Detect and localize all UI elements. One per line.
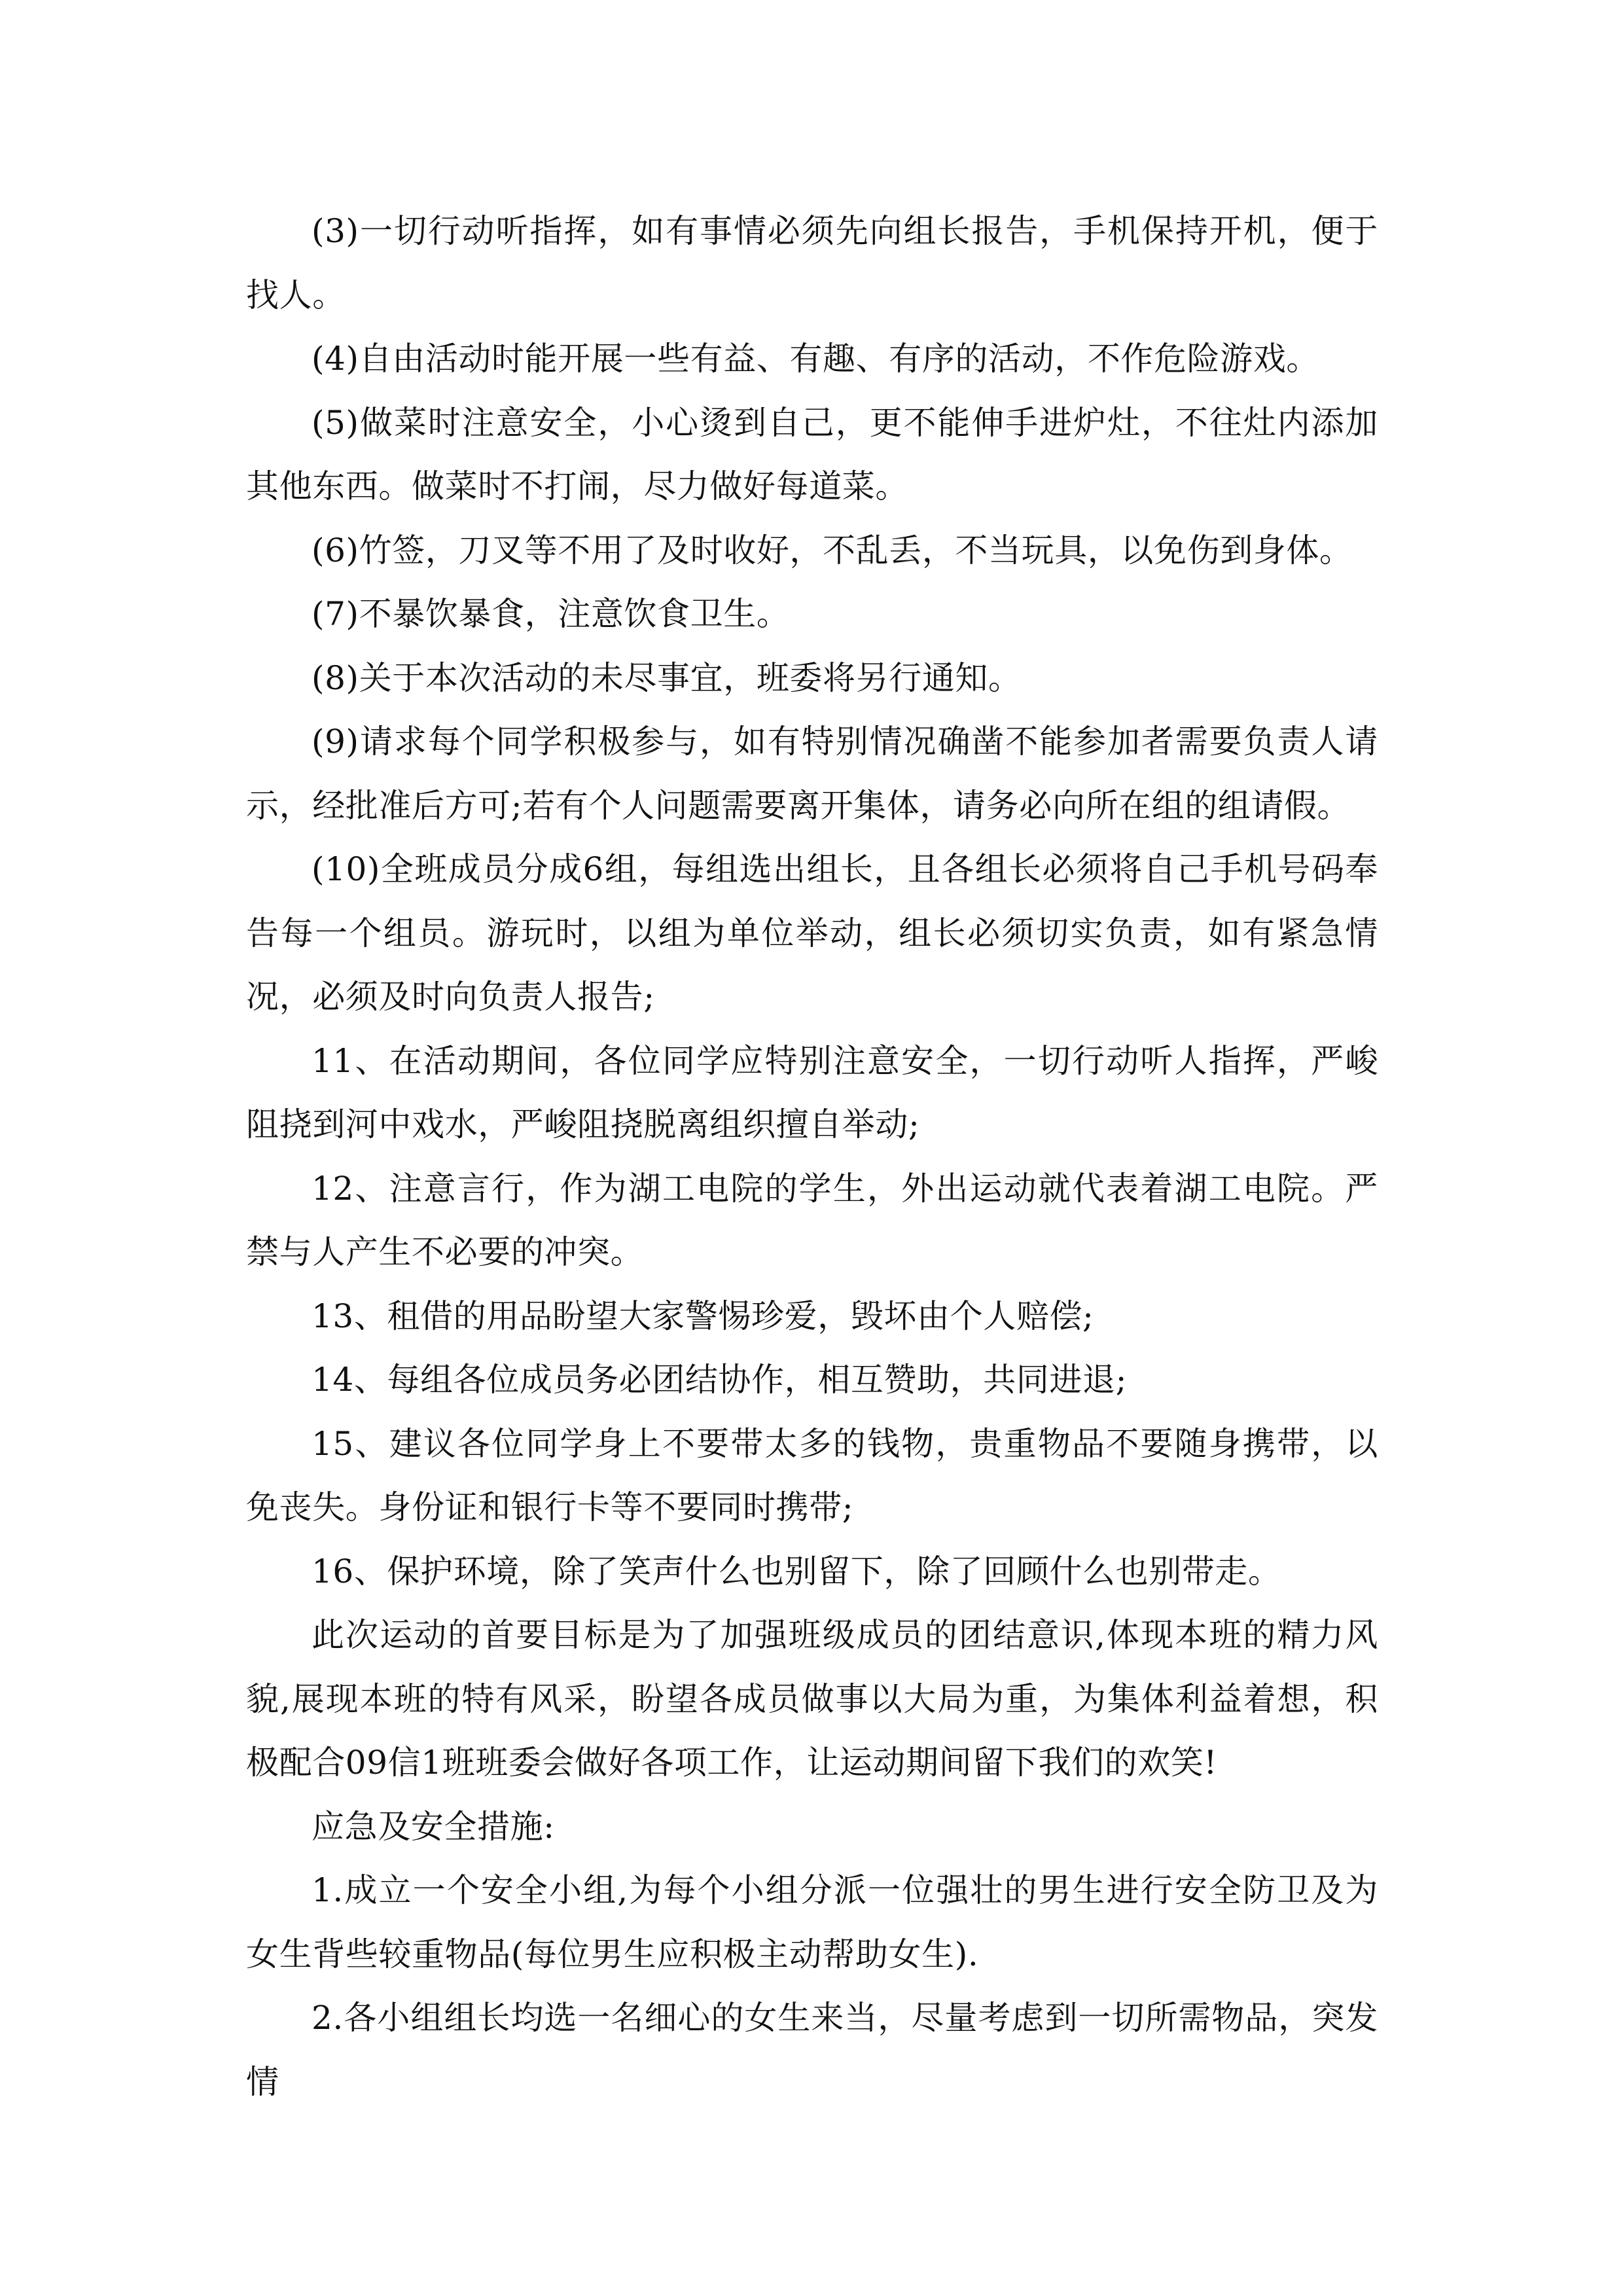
paragraph-rule-9: (9)请求每个同学积极参与，如有特别情况确凿不能参加者需要负责人请示，经批准后方可;若有个人问题需要离开集体，请务必向所在组的组请假。 <box>246 723 1378 825</box>
paragraph-emergency-2: 2.各小组组长均选一名细心的女生来当，尽量考虑到一切所需物品，突发情 <box>246 1999 1378 2101</box>
paragraph-rule-15: 15、建议各位同学身上不要带太多的钱物，贵重物品不要随身携带，以免丧失。身份证和银行卡等不要同时携带; <box>246 1424 1378 1526</box>
paragraph-rule-8: (8)关于本次活动的未尽事宜，班委将另行通知。 <box>312 658 1022 697</box>
paragraph-rule-6: (6)竹签，刀叉等不用了及时收好，不乱丢，不当玩具，以免伤到身体。 <box>312 531 1353 569</box>
paragraph-rule-13: 13、租借的用品盼望大家警惕珍爱，毁坏由个人赔偿; <box>312 1297 1094 1335</box>
document-body <box>246 200 1378 2114</box>
paragraph-rule-11: 11、在活动期间，各位同学应特别注意安全，一切行动听人指挥，严峻阻挠到河中戏水，严峻阻挠脱离组织擅自举动; <box>246 1041 1378 1143</box>
paragraph-rule-16: 16、保护环境，除了笑声什么也别留下，除了回顾什么也别带走。 <box>312 1552 1281 1590</box>
section-heading-emergency: 应急及安全措施: <box>312 1807 555 1846</box>
paragraph-rule-10: (10)全班成员分成6组，每组选出组长，且各组长必须将自己手机号码奉告每一个组员。游玩时，以组为单位举动，组长必须切实负责，如有紧急情况，必须及时向负责人报告; <box>246 850 1378 1016</box>
paragraph-purpose: 此次运动的首要目标是为了加强班级成员的团结意识,体现本班的精力风貌,展现本班的特有风采，盼望各成员做事以大局为重，为集体利益着想，积极配合09信1班班委会做好各项工作，让运动期间留下我们的欢笑! <box>246 1616 1378 1782</box>
paragraph-rule-4: (4)自由活动时能开展一些有益、有趣、有序的活动，不作危险游戏。 <box>312 340 1320 378</box>
paragraph-emergency-1: 1.成立一个安全小组,为每个小组分派一位强壮的男生进行安全防卫及为女生背些较重物品(每位男生应积极主动帮助女生). <box>246 1871 1378 1973</box>
paragraph-rule-12: 12、注意言行，作为湖工电院的学生，外出运动就代表着湖工电院。严禁与人产生不必要的冲突。 <box>246 1169 1378 1271</box>
paragraph-rule-5: (5)做菜时注意安全，小心烫到自己，更不能伸手进炉灶，不往灶内添加其他东西。做菜时不打闹，尽力做好每道菜。 <box>246 403 1378 505</box>
paragraph-rule-7: (7)不暴饮暴食，注意饮食卫生。 <box>312 595 790 633</box>
paragraph-rule-14: 14、每组各位成员务必团结协作，相互赞助，共同进退; <box>312 1361 1128 1399</box>
paragraph-rule-3: (3)一切行动听指挥，如有事情必须先向组长报告，手机保持开机，便于找人。 <box>246 212 1378 314</box>
